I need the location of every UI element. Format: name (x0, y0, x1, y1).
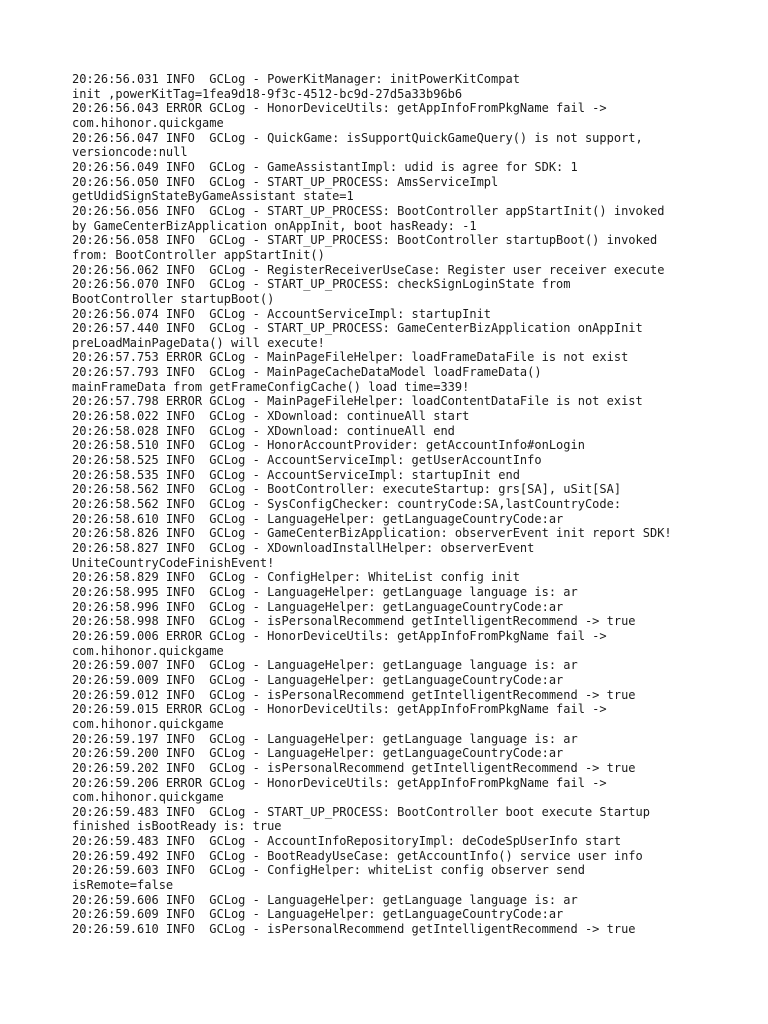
log-line: 20:26:59.009 INFO GCLog - LanguageHelper: getLanguageCountryCode:ar (72, 672, 564, 687)
log-line: mainFrameData from getFrameConfigCache() load time=339! (72, 379, 470, 394)
log-line: 20:26:59.206 ERROR GCLog - HonorDeviceUtils: getAppInfoFromPkgName fail -> (72, 775, 607, 790)
log-line: 20:26:56.056 INFO GCLog - START_UP_PROCESS: BootController appStartInit() invoked (72, 203, 665, 218)
log-line: 20:26:58.510 INFO GCLog - HonorAccountProvider: getAccountInfo#onLogin (72, 438, 585, 453)
log-line: 20:26:58.610 INFO GCLog - LanguageHelper: getLanguageCountryCode:ar (72, 511, 564, 526)
log-document (72, 72, 752, 937)
log-line: 20:26:57.798 ERROR GCLog - MainPageFileHelper: loadContentDataFile is not exist (72, 394, 643, 409)
log-line: com.hihonor.quickgame (72, 716, 224, 731)
log-line: 20:26:56.047 INFO GCLog - QuickGame: isSupportQuickGameQuery() is not support, (72, 130, 643, 145)
log-line: by GameCenterBizApplication onAppInit, boot hasReady: -1 (72, 218, 477, 233)
log-line: com.hihonor.quickgame (72, 643, 224, 658)
log-line: 20:26:56.074 INFO GCLog - AccountServiceImpl: startupInit (72, 306, 492, 321)
log-line: 20:26:58.562 INFO GCLog - SysConfigChecker: countryCode:SA,lastCountryCode: (72, 497, 622, 512)
log-line: 20:26:58.996 INFO GCLog - LanguageHelper: getLanguageCountryCode:ar (72, 599, 564, 614)
log-line: 20:26:59.200 INFO GCLog - LanguageHelper: getLanguageCountryCode:ar (72, 746, 564, 761)
log-line: 20:26:58.535 INFO GCLog - AccountServiceImpl: startupInit end (72, 467, 520, 482)
log-line: init ,powerKitTag=1fea9d18-9f3c-4512-bc9d-27d5a33b96b6 (72, 86, 463, 101)
log-line: 20:26:56.049 INFO GCLog - GameAssistantImpl: udid is agree for SDK: 1 (72, 159, 578, 174)
log-line: 20:26:58.829 INFO GCLog - ConfigHelper: WhiteList config init (72, 570, 520, 585)
log-line: 20:26:59.202 INFO GCLog - isPersonalRecommend getIntelligentRecommend -> true (72, 760, 636, 775)
log-line: 20:26:57.440 INFO GCLog - START_UP_PROCESS: GameCenterBizApplication onAppInit (72, 321, 643, 336)
log-line: 20:26:59.483 INFO GCLog - AccountInfoRepositoryImpl: deCodeSpUserInfo start (72, 834, 622, 849)
log-line: 20:26:59.006 ERROR GCLog - HonorDeviceUtils: getAppInfoFromPkgName fail -> (72, 628, 607, 643)
log-line: 20:26:59.015 ERROR GCLog - HonorDeviceUtils: getAppInfoFromPkgName fail -> (72, 702, 607, 717)
log-line: 20:26:56.031 INFO GCLog - PowerKitManager: initPowerKitCompat (72, 72, 520, 86)
log-line: 20:26:57.753 ERROR GCLog - MainPageFileHelper: loadFrameDataFile is not exist (72, 350, 629, 365)
log-line: 20:26:58.525 INFO GCLog - AccountServiceImpl: getUserAccountInfo (72, 453, 542, 468)
log-line: com.hihonor.quickgame (72, 790, 224, 805)
log-line: 20:26:59.197 INFO GCLog - LanguageHelper: getLanguage language is: ar (72, 731, 578, 746)
log-line: 20:26:59.007 INFO GCLog - LanguageHelper: getLanguage language is: ar (72, 658, 578, 673)
log-line: 20:26:59.603 INFO GCLog - ConfigHelper: whiteList config observer send (72, 863, 585, 878)
log-line: 20:26:59.610 INFO GCLog - isPersonalRecommend getIntelligentRecommend -> true (72, 922, 636, 937)
log-line: 20:26:59.012 INFO GCLog - isPersonalRecommend getIntelligentRecommend -> true (72, 687, 636, 702)
log-line: 20:26:59.492 INFO GCLog - BootReadyUseCase: getAccountInfo() service user info (72, 848, 643, 863)
log-line: finished isBootReady is: true (72, 819, 282, 834)
log-line: 20:26:58.826 INFO GCLog - GameCenterBizApplication: observerEvent init report SDK! (72, 526, 672, 541)
log-line: 20:26:58.827 INFO GCLog - XDownloadInstallHelper: observerEvent (72, 541, 535, 555)
log-line: UniteCountryCodeFinishEvent! (72, 555, 275, 570)
log-line: 20:26:57.793 INFO GCLog - MainPageCacheDataModel loadFrameData() (72, 365, 542, 380)
log-line: 20:26:59.483 INFO GCLog - START_UP_PROCESS: BootController boot execute Startup (72, 804, 650, 819)
log-line: 20:26:58.562 INFO GCLog - BootController: executeStartup: grs[SA], uSit[SA] (72, 482, 622, 497)
log-line: 20:26:56.058 INFO GCLog - START_UP_PROCESS: BootController startupBoot() invoked (72, 233, 658, 248)
log-line: 20:26:56.050 INFO GCLog - START_UP_PROCESS: AmsServiceImpl (72, 174, 499, 189)
log-line: preLoadMainPageData() will execute! (72, 335, 325, 350)
log-line: 20:26:58.028 INFO GCLog - XDownload: continueAll end (72, 423, 455, 438)
log-line: 20:26:58.995 INFO GCLog - LanguageHelper: getLanguage language is: ar (72, 584, 578, 599)
log-line: getUdidSignStateByGameAssistant state=1 (72, 189, 354, 204)
log-line: 20:26:56.070 INFO GCLog - START_UP_PROCESS: checkSignLoginState from (72, 277, 571, 292)
log-line: from: BootController appStartInit() (72, 247, 325, 262)
log-line: 20:26:59.606 INFO GCLog - LanguageHelper: getLanguage language is: ar (72, 892, 578, 907)
log-line: 20:26:56.062 INFO GCLog - RegisterReceiverUseCase: Register user receiver execute (72, 262, 665, 277)
log-line: 20:26:59.609 INFO GCLog - LanguageHelper: getLanguageCountryCode:ar (72, 907, 564, 922)
log-line: 20:26:58.022 INFO GCLog - XDownload: continueAll start (72, 409, 470, 424)
log-line: BootController startupBoot() (72, 291, 275, 306)
log-line: 20:26:56.043 ERROR GCLog - HonorDeviceUtils: getAppInfoFromPkgName fail -> (72, 101, 607, 116)
log-line: isRemote=false (72, 878, 174, 893)
log-line: com.hihonor.quickgame (72, 115, 224, 130)
log-line: 20:26:58.998 INFO GCLog - isPersonalRecommend getIntelligentRecommend -> true (72, 614, 636, 629)
log-line: versioncode:null (72, 145, 188, 160)
